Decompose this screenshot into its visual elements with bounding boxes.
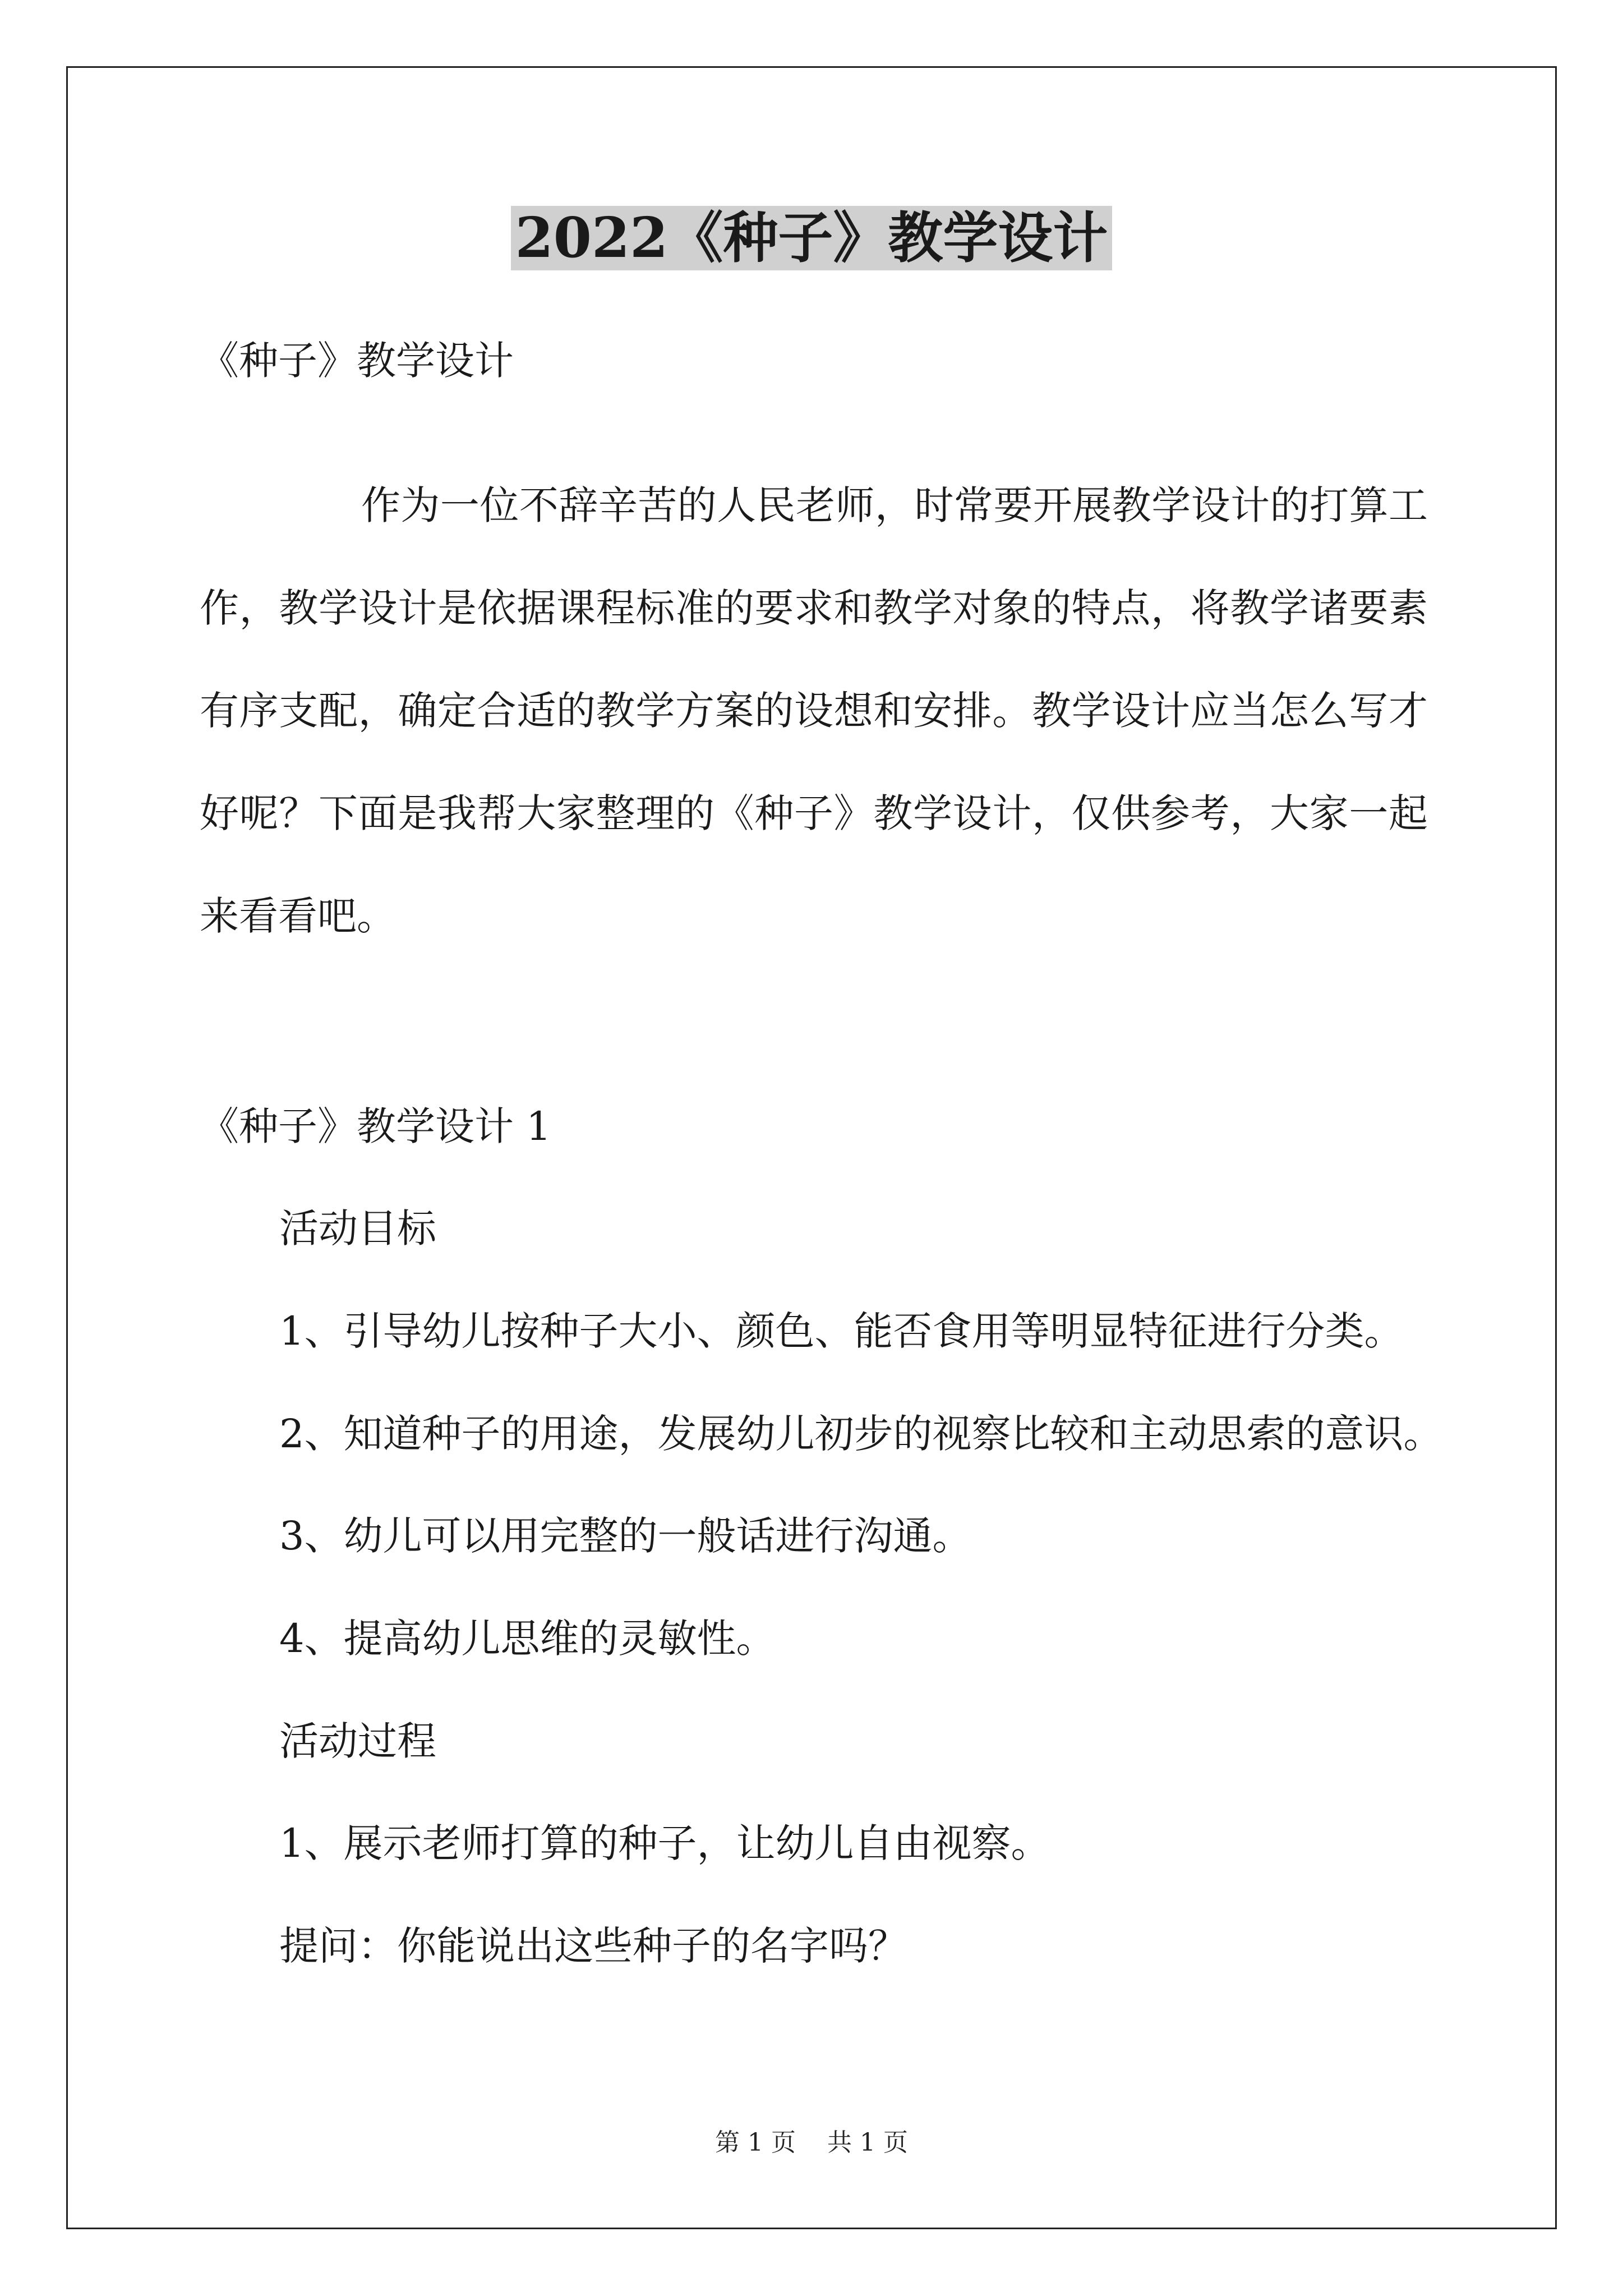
section-heading: 《种子》教学设计 1 (200, 1103, 551, 1149)
page-number-total: 共 1 页 (827, 2128, 908, 2157)
goal-item-2: 2、知道种子的用途，发展幼儿初步的视察比较和主动思索的意识。 (279, 1411, 1443, 1457)
process-heading: 活动过程 (279, 1718, 436, 1764)
intro-paragraph: 作为一位不辞辛苦的人民老师，时常要开展教学设计的打算工作，教学设计是依据课程标准的要求和教学对象的特点，将教学诸要素有序支配，确定合适的教学方案的设想和安排。教学设计应当怎么写才好呢？下面是我帮大家整理的《种子》教学设计，仅供参考，大家一起来看看吧。 (200, 482, 1428, 939)
process-item-1: 1、展示老师打算的种子，让幼儿自由视察。 (279, 1820, 1050, 1866)
goals-heading: 活动目标 (279, 1205, 436, 1251)
goal-item-1: 1、引导幼儿按种子大小、颜色、能否食用等明显特征进行分类。 (279, 1308, 1404, 1354)
page-footer (0, 2126, 1623, 2160)
document-subtitle: 《种子》教学设计 (200, 338, 514, 384)
document-title (0, 196, 1623, 280)
goal-item-4: 4、提高幼儿思维的灵敏性。 (279, 1616, 776, 1662)
goal-item-3: 3、幼儿可以用完整的一般话进行沟通。 (279, 1513, 972, 1559)
page-number-current: 第 1 页 (715, 2128, 796, 2157)
document-title-text: 2022《种子》教学设计 (511, 206, 1113, 270)
process-question: 提问：你能说出这些种子的名字吗？ (279, 1923, 907, 1969)
